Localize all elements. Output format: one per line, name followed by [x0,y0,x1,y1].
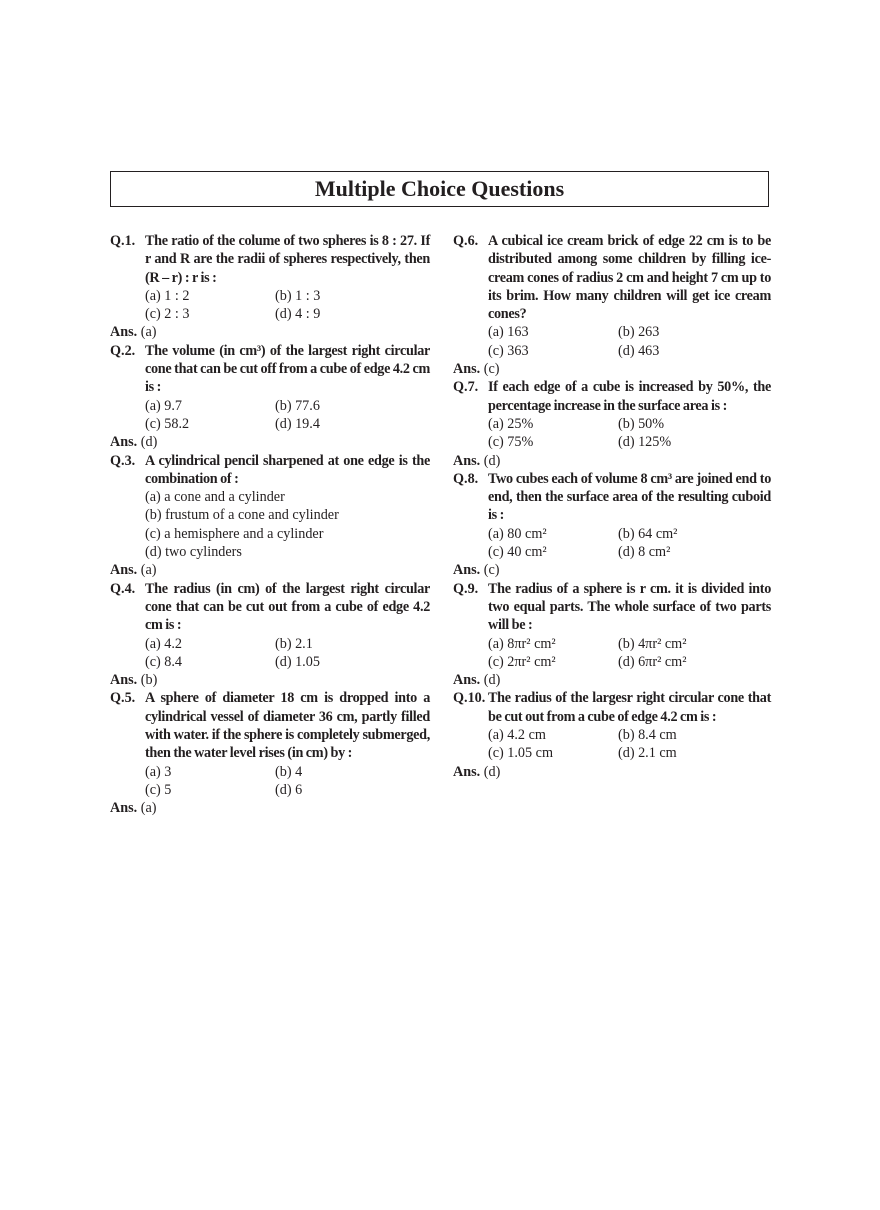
options [488,525,771,562]
question-block [453,689,771,780]
question-text: The ratio of the colume of two spheres is 8 : 27. If r and R are the radii of spheres respectively, then (R – r) : r is : [145,233,430,286]
question [453,689,771,762]
answer-value: (c) [483,562,500,579]
option: (d) 2.1 cm [618,745,677,762]
question-text: If each edge of a cube is increased by 50%, the percentage increase in the surface area is : [488,379,771,414]
question-block [453,580,771,690]
question-block [110,689,430,817]
question-number: Q.5. [110,690,136,707]
answer [453,360,771,378]
answer [453,561,771,579]
question-number: Q.1. [110,233,136,249]
answer-value: (a) [140,562,157,579]
option: (d) 6 [275,781,303,798]
option: (d) 125% [618,434,672,451]
option: (a) 4.2 [145,635,183,652]
question-block [110,580,430,690]
question-text: The radius (in cm) of the largest right circular cone that can be cut out from a cube of edge 4.2 cm is : [145,580,430,634]
options [488,635,771,672]
question-number: Q.9. [453,580,479,597]
option: (d) 4 : 9 [275,306,321,323]
answer-value: (d) [140,434,158,451]
question-block [453,378,771,469]
answer-label: Ans. [453,763,481,780]
options [488,415,771,452]
question-text: A cylindrical pencil sharpened at one edge is the combination of : [145,452,430,487]
option: (d) two cylinders [145,544,242,561]
question [110,580,430,671]
left-column [110,232,430,818]
option: (a) 163 [488,324,529,341]
option: (d) 19.4 [275,415,320,432]
option: (c) 2πr² cm² [488,653,556,670]
question-number: Q.8. [453,470,479,487]
answer-label: Ans. [453,452,481,469]
options [145,635,430,672]
answer [110,799,430,817]
answer-value: (d) [483,672,501,689]
answer-value: (b) [140,672,158,689]
option: (d) 463 [618,342,660,359]
option: (b) 263 [618,324,660,341]
question-text: The volume (in cm³) of the largest right circular cone that can be cut off from a cube of edge 4.2 cm is : [145,342,430,396]
answer-label: Ans. [110,672,138,689]
option: (a) 80 cm² [488,525,547,542]
question-number: Q.10. [453,690,486,707]
question-text: A sphere of diameter 18 cm is dropped into a cylindrical vessel of diameter 36 cm, partly filled with water. if the sphere is completely submerged, then the water level rises (in cm) by : [145,690,430,762]
options [488,323,771,360]
question-block [453,232,771,378]
option: (b) frustum of a cone and cylinder [145,507,339,524]
answer [453,671,771,689]
option: (b) 8.4 cm [618,727,677,744]
option: (a) 4.2 cm [488,727,546,744]
option: (d) 6πr² cm² [618,653,687,670]
option: (d) 1.05 [275,653,320,670]
question-block [110,232,430,342]
question [453,232,771,360]
answer [110,561,430,579]
options [145,763,430,800]
question-number: Q.4. [110,580,136,597]
answer-label: Ans. [110,434,138,451]
answer [110,433,430,451]
option: (b) 4 [275,763,303,780]
question-number: Q.3. [110,452,136,469]
option: (d) 8 cm² [618,544,671,561]
question [453,470,771,561]
answer [453,452,771,470]
option: (c) 1.05 cm [488,745,554,762]
question-number: Q.6. [453,233,479,249]
option: (c) 58.2 [145,415,190,432]
options [145,287,430,324]
option: (a) 3 [145,763,172,780]
answer-value: (c) [483,361,500,378]
option: (c) 363 [488,342,529,359]
question [110,342,430,433]
option: (b) 64 cm² [618,525,678,542]
page-title: Multiple Choice Questions [314,176,565,201]
question [453,378,771,451]
question-block [110,342,430,452]
option: (c) 8.4 [145,653,183,670]
question-text: Two cubes each of volume 8 cm³ are joined end to end, then the surface area of the resulting cuboid is : [488,470,771,524]
option: (b) 50% [618,415,665,432]
answer-label: Ans. [110,324,138,341]
answer-value: (d) [483,763,501,780]
question-text: The radius of the largesr right circular cone that be cut out from a cube of edge 4.2 cm is : [488,690,771,725]
question-number: Q.7. [453,379,479,396]
question-text: A cubical ice cream brick of edge 22 cm is to be distributed among some children by filling ice-cream cones of radius 2 cm and height 7 cm up to its brim. How many children will get ice cream cones? [488,233,771,323]
answer [110,671,430,689]
question [110,232,430,323]
answer-label: Ans. [453,562,481,579]
answer-label: Ans. [110,800,138,817]
option: (c) 40 cm² [488,544,547,561]
option: (a) a cone and a cylinder [145,489,285,506]
question-text: The radius of a sphere is r cm. it is divided into two equal parts. The whole surface of two parts will be : [488,580,771,634]
right-column [453,232,771,781]
question-block [453,470,771,580]
option: (c) 75% [488,434,534,451]
option: (c) 5 [145,781,172,798]
options [145,397,430,434]
option: (c) 2 : 3 [145,306,190,323]
question-number: Q.2. [110,342,136,359]
option: (b) 2.1 [275,635,313,652]
option: (a) 25% [488,415,534,432]
question [110,689,430,799]
answer-value: (a) [140,800,157,817]
answer-value: (a) [140,324,157,341]
option: (c) a hemisphere and a cylinder [145,525,324,542]
options [145,488,430,561]
option: (b) 4πr² cm² [618,635,687,652]
option: (a) 9.7 [145,397,183,414]
title-box [110,171,769,207]
answer [110,323,430,341]
options [488,726,771,763]
option: (b) 77.6 [275,397,320,414]
answer [453,763,771,781]
question [110,452,430,562]
question-block [110,452,430,580]
option: (a) 1 : 2 [145,287,190,304]
answer-label: Ans. [453,361,481,378]
answer-label: Ans. [453,672,481,689]
question [453,580,771,671]
option: (a) 8πr² cm² [488,635,556,652]
answer-value: (d) [483,452,501,469]
option: (b) 1 : 3 [275,287,321,304]
answer-label: Ans. [110,562,138,579]
